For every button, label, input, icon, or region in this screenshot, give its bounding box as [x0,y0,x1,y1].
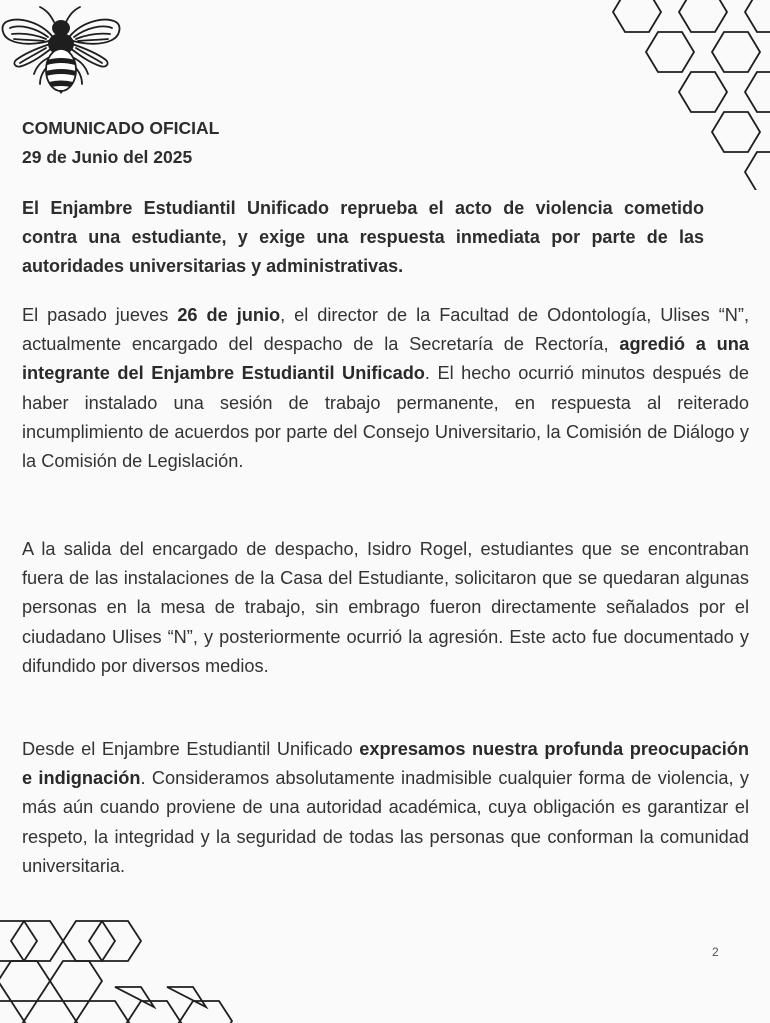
body-paragraph [22,301,749,476]
paragraph-text: . Consideramos absolutamente inadmisible cualquier forma de violencia, y más aún cuando proviene de una autoridad académica, cuya obligación es garantizar el respeto, la integridad y la seguridad de todas las personas que conforman la comunidad universitaria. [22,768,749,876]
page-number: 2 [712,945,719,959]
paragraph-text: El pasado jueves [22,305,178,325]
emphasized-text: expresamos nuestra profunda preocupación e indignación [22,739,749,789]
emphasized-text: agredió a una integrante del Enjambre Estudiantil Unificado [22,334,749,384]
paragraph-text: Desde el Enjambre Estudiantil Unificado [22,739,360,759]
document-header [22,114,219,172]
document-title: COMUNICADO OFICIAL [22,118,220,138]
paragraph-text: . El hecho ocurrió minutos después de haber instalado una sesión de trabajo permanente, en respuesta al reiterado incumplimiento de acuerdos por parte del Consejo Universitario, la Comisión de Diálogo y la Comisión de Legislación. [22,363,749,472]
body-paragraph [22,535,749,681]
paragraph-text: A la salida del encargado de despacho, Isidro Rogel, estudiantes que se encontraban fuera de las instalaciones de la Casa del Estudiante, solicitaron que se quedaran algunas personas en la mesa de trabajo, sin embrago fueron directamente señalados por el ciudadano Ulises “N”, y posteriormente ocurrió la agresión. Este acto fue documentado y difundido por diversos medios. [22,539,749,676]
body-paragraph [22,735,749,881]
paragraph-text: , el director de la Facultad de Odontología, Ulises “N”, actualmente encargado del despacho de la Secretaría de Rectoría, [22,305,750,355]
document-date: 29 de Junio del 2025 [22,147,193,167]
honeycomb-outline-icon [0,905,260,1023]
emphasized-text: 26 de junio [177,305,281,325]
honeycomb-outline-icon [610,0,770,190]
bee-icon [0,2,122,94]
statement-headline: El Enjambre Estudiantil Unificado reprueba el acto de violencia cometido contra una estudiante, y exige una respuesta inmediata por parte de las autoridades universitarias y administrativas. [22,198,704,276]
